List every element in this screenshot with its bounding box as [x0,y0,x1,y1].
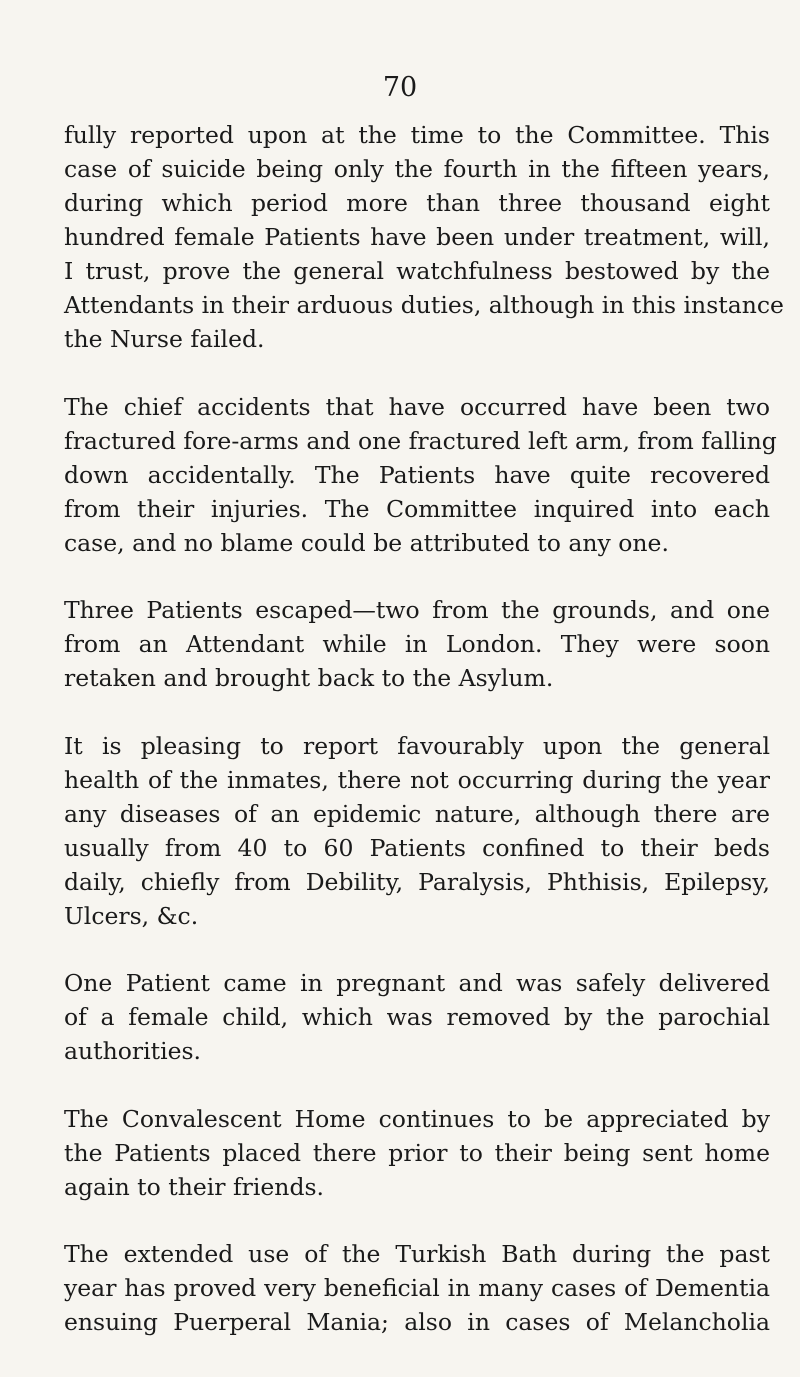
text-line: again to their friends. [64,1172,325,1201]
paragraph-accidents [64,390,777,560]
paragraph-escapes [64,593,770,695]
text-line: retaken and brought back to the Asylum. [64,664,554,692]
text-line: of a female child, which was removed by the parochial [64,1003,770,1031]
paragraph-general-health [64,729,770,933]
text-line: from an Attendant while in London. They were soon [64,630,770,658]
text-line: from their injuries. The Committee inquired into each [64,494,770,523]
text-line: It is pleasing to report favourably upon the general [64,731,770,760]
text-line: any diseases of an epidemic nature, although there are [64,799,770,828]
text-line: authorities. [64,1037,202,1065]
text-line: fractured fore-arms and one fractured left arm, from falling [64,426,777,455]
text-line: I trust, prove the general watchfulness bestowed by the [64,257,770,285]
text-line: down accidentally. The Patients have quite recovered [64,460,770,489]
paragraph-turkish-bath [64,1237,770,1339]
text-line: Ulcers, &c. [64,901,199,930]
text-line: ensuing Puerperal Mania; also in cases of Melancholia [64,1308,770,1336]
text-line: case, and no blame could be attributed to any one. [64,528,669,557]
text-line: The chief accidents that have occurred have been two [64,392,770,421]
text-line: case of suicide being only the fourth in the fifteen years, [64,155,770,183]
text-line: year has proved very beneficial in many cases of Dementia [64,1274,770,1302]
paragraph-suicide-case [64,118,784,356]
text-line: health of the inmates, there not occurring during the year [64,765,770,794]
page-number: 70 [382,72,418,103]
text-line: the Nurse failed. [64,325,265,353]
text-line: daily, chiefly from Debility, Paralysis, Phthisis, Epilepsy, [64,867,770,896]
text-line: The extended use of the Turkish Bath during the past [64,1240,770,1268]
text-line: The Convalescent Home continues to be appreciated by [64,1104,770,1133]
text-line: hundred female Patients have been under treatment, will, [64,223,770,251]
text-line: usually from 40 to 60 Patients confined to their beds [64,833,770,862]
body-text [64,118,784,1373]
text-line: One Patient came in pregnant and was safely delivered [64,969,770,997]
text-line: Attendants in their arduous duties, although in this instance [64,291,784,319]
text-line: fully reported upon at the time to the Committee. This [64,121,770,149]
text-line: the Patients placed there prior to their being sent home [64,1138,770,1167]
paragraph-convalescent-home [64,1102,770,1204]
paragraph-pregnancy [64,966,770,1068]
text-line: Three Patients escaped—two from the grounds, and one [64,596,770,624]
text-line: during which period more than three thousand eight [64,189,770,217]
